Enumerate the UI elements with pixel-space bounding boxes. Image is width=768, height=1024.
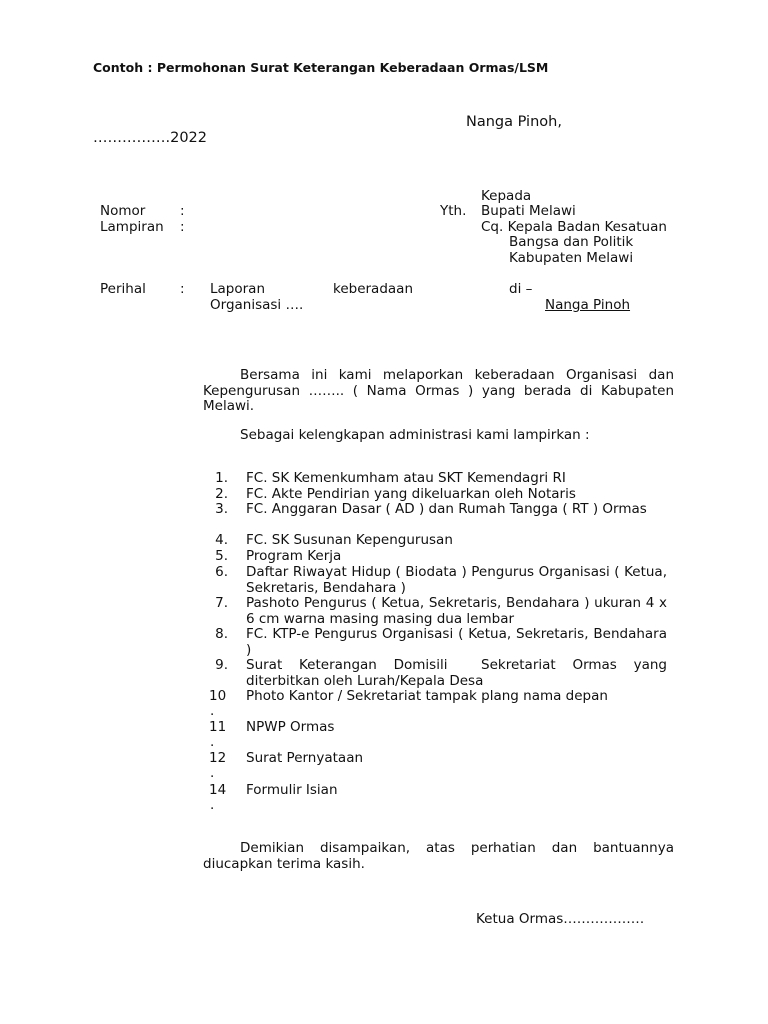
list-item: Formulir Isian: [246, 782, 338, 798]
perihal-word-2: keberadaan: [332, 281, 413, 297]
list-item: Surat Keterangan Domisili Sekretariat Ormas yang diterbitkan oleh Lurah/Kepala Desa: [246, 657, 672, 689]
list-item: Surat Pernyataan: [246, 750, 364, 766]
list-item: Photo Kantor / Sekretariat tampak plang nama depan: [246, 688, 608, 704]
list-item-number: 5.: [215, 548, 228, 564]
list-number-dot: .: [210, 703, 215, 719]
opening-paragraph: Bersama ini kami melaporkan keberadaan Organisasi dan Kepengurusan …….. ( Nama Ormas ) yang berada di Kabupaten Melawi.: [203, 367, 674, 415]
yth-label: Yth.: [440, 203, 467, 219]
list-item: NPWP Ormas: [246, 719, 335, 735]
kepada-label: Kepada: [481, 188, 532, 204]
list-item: FC. Anggaran Dasar ( AD ) dan Rumah Tangga ( RT ) Ormas: [246, 501, 647, 517]
recipient-line-2: Cq. Kepala Badan Kesatuan: [481, 219, 667, 235]
list-number-dot: .: [210, 797, 215, 813]
di-label: di –: [509, 281, 533, 297]
list-item-number: 10: [209, 688, 227, 704]
document-title: Contoh : Permohonan Surat Keterangan Keberadaan Ormas/LSM: [93, 60, 549, 75]
list-item-number: 6.: [215, 564, 228, 580]
letter-date: …………….2022: [93, 130, 208, 146]
list-item-number: 8.: [215, 626, 228, 642]
perihal-label: Perihal: [100, 281, 146, 297]
list-item: FC. KTP-e Pengurus Organisasi ( Ketua, Sekretaris, Bendahara ): [246, 626, 667, 658]
list-item: Program Kerja: [246, 548, 342, 564]
nomor-colon: :: [180, 203, 185, 219]
list-item-number: 3.: [215, 501, 228, 517]
letter-place: Nanga Pinoh,: [466, 114, 562, 130]
list-item-number: 11: [209, 719, 227, 735]
list-item-number: 1.: [215, 470, 228, 486]
list-item-number: 2.: [215, 486, 228, 502]
recipient-line-4: Kabupaten Melawi: [509, 250, 634, 266]
list-item: FC. SK Kemenkumham atau SKT Kemendagri RI: [246, 470, 566, 486]
list-item-number: 4.: [215, 532, 228, 548]
recipient-city: Nanga Pinoh: [545, 297, 631, 313]
perihal-text-line-1: [210, 282, 413, 298]
list-item-number: 14: [209, 782, 227, 798]
closing-paragraph: Demikian disampaikan, atas perhatian dan bantuannya diucapkan terima kasih.: [203, 840, 674, 872]
perihal-word-1: Laporan: [210, 281, 266, 297]
list-number-dot: .: [210, 734, 215, 750]
list-number-dot: .: [210, 765, 215, 781]
attachments-intro: Sebagai kelengkapan administrasi kami lampirkan :: [240, 427, 590, 443]
recipient-line-1: Bupati Melawi: [481, 203, 576, 219]
lampiran-label: Lampiran: [100, 219, 164, 235]
list-item: FC. Akte Pendirian yang dikeluarkan oleh Notaris: [246, 486, 576, 502]
perihal-text-line-2: Organisasi ….: [210, 297, 304, 313]
recipient-line-3: Bangsa dan Politik: [509, 234, 634, 250]
list-item-number: 9.: [215, 657, 228, 673]
list-item: Daftar Riwayat Hidup ( Biodata ) Pengurus Organisasi ( Ketua, Sekretaris, Bendahara ): [246, 564, 667, 596]
list-item: Pashoto Pengurus ( Ketua, Sekretaris, Bendahara ) ukuran 4 x 6 cm warna masing masing dua lembar: [246, 595, 667, 627]
list-item-number: 12: [209, 750, 227, 766]
perihal-colon: :: [180, 281, 185, 297]
lampiran-colon: :: [180, 219, 185, 235]
nomor-label: Nomor: [100, 203, 146, 219]
list-item-number: 7.: [215, 595, 228, 611]
signature-line: Ketua Ormas………………: [476, 911, 645, 927]
list-item: FC. SK Susunan Kepengurusan: [246, 532, 453, 548]
